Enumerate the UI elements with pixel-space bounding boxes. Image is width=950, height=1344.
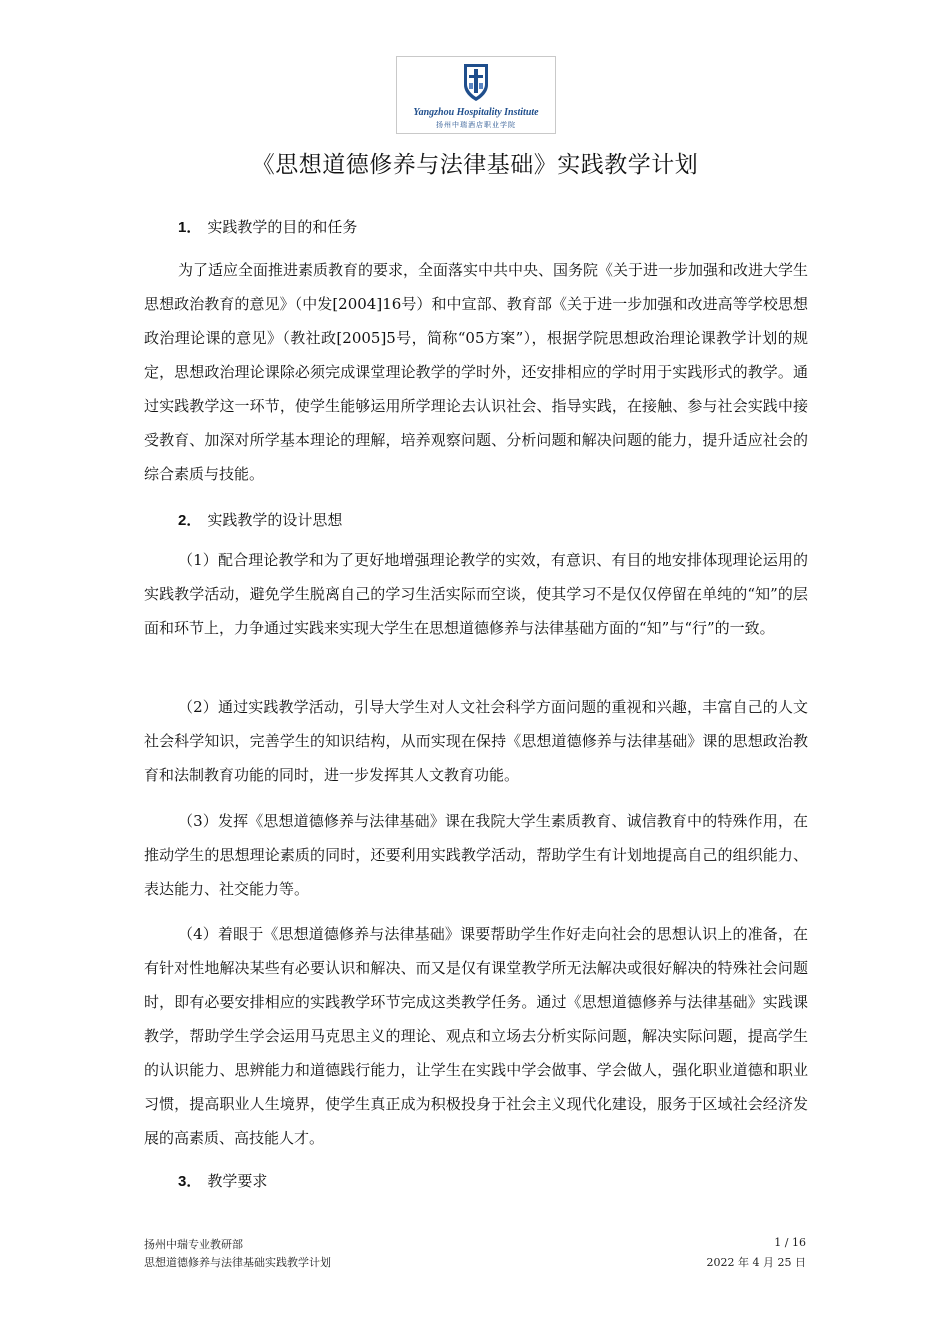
logo-english-name: Yangzhou Hospitality Institute <box>413 107 539 118</box>
section-heading-1 <box>178 216 357 237</box>
section-number: 1． <box>178 219 202 236</box>
footer-document-name: 思想道德修养与法律基础实践教学计划 <box>144 1256 331 1269</box>
document-title: 《思想道德修养与法律基础》实践教学计划 <box>251 152 699 178</box>
footer-page-number: 1 / 16 <box>774 1236 806 1249</box>
list-item-3: （3）发挥《思想道德修养与法律基础》课在我院大学生素质教育、诚信教育中的特殊作用，在推动学生的思想理论素质的同时，还要利用实践教学活动，帮助学生有计划地提高自己的组织能力、表达能力、社交能力等。 <box>144 812 808 898</box>
institute-logo <box>396 56 556 134</box>
footer-department: 扬州中瑞专业教研部 <box>144 1238 243 1251</box>
paragraph: 为了适应全面推进素质教育的要求，全面落实中共中央、国务院《关于进一步加强和改进大学生思想政治教育的意见》（中发[2004]16号）和中宣部、教育部《关于进一步加强和改进高等学校思想政治理论课的意见》（教社政[2005]5号，简称“05方案”），根据学院思想政治理论课教学计划的规定，思想政治理论课除必须完成课堂理论教学的学时外，还安排相应的学时用于实践形式的教学。通过实践教学这一环节，使学生能够运用所学理论去认识社会、指导实践，在接触、参与社会实践中接受教育、加深对所学基本理论的理解，培养观察问题、分析问题和解决问题的能力，提升适应社会的综合素质与技能。 <box>144 261 809 483</box>
section-heading-3 <box>178 1170 267 1191</box>
footer-date: 2022 年 4 月 25 日 <box>706 1256 806 1269</box>
list-item-4: （4）着眼于《思想道德修养与法律基础》课要帮助学生作好走向社会的思想认识上的准备，在有针对性地解决某些有必要认识和解决、而又是仅有课堂教学所无法解决或很好解决的特殊社会问题时，即有必要安排相应的实践教学环节完成这类教学任务。通过《思想道德修养与法律基础》实践课教学，帮助学生学会运用马克思主义的理论、观点和立场去分析实际问题，解决实际问题，提高学生的认识能力、思辨能力和道德践行能力，让学生在实践中学会做事、学会做人，强化职业道德和职业习惯，提高职业人生境界，使学生真正成为积极投身于社会主义现代化建设，服务于区域社会经济发展的高素质、高技能人才。 <box>144 925 808 1147</box>
section-heading-text: 教学要求 <box>207 1172 268 1190</box>
section-heading-2 <box>178 509 342 530</box>
crest-icon <box>461 61 491 105</box>
section-number: 2． <box>178 512 202 529</box>
section-heading-text: 实践教学的目的和任务 <box>207 218 358 236</box>
section-number: 3． <box>178 1173 202 1190</box>
list-item-2: （2）通过实践教学活动，引导大学生对人文社会科学方面问题的重视和兴趣，丰富自己的人文社会科学知识，完善学生的知识结构，从而实现在保持《思想道德修养与法律基础》课的思想政治教育和法制教育功能的同时，进一步发挥其人文教育功能。 <box>144 698 808 784</box>
section-heading-text: 实践教学的设计思想 <box>207 511 343 529</box>
logo-chinese-name: 扬州中瑞酒店职业学院 <box>436 121 516 129</box>
list-item-1: （1）配合理论教学和为了更好地增强理论教学的实效，有意识、有目的地安排体现理论运用的实践教学活动，避免学生脱离自己的学习生活实际而空谈，使其学习不是仅仅停留在单纯的“知”的层面和环节上，力争通过实践来实现大学生在思想道德修养与法律基础方面的“知”与“行”的一致。 <box>144 551 808 637</box>
